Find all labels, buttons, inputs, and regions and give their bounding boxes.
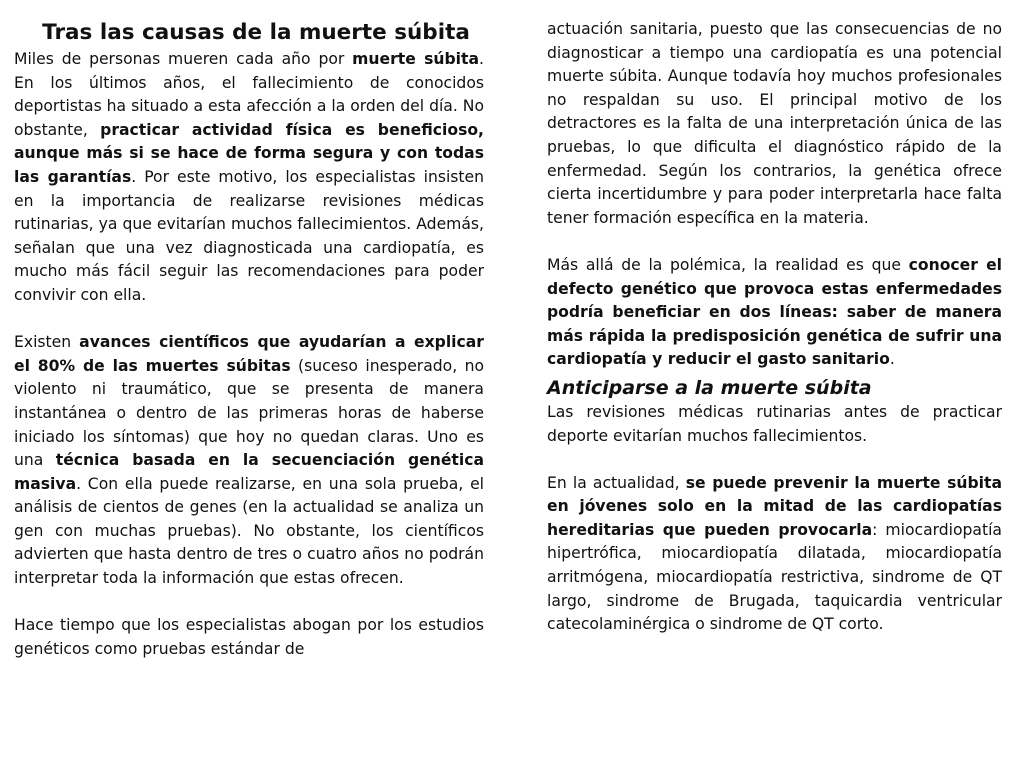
bold-run: técnica basada en la secuenciación genética masiva <box>14 451 484 493</box>
text-run: Miles de personas mueren cada año por <box>14 50 353 68</box>
right-column <box>547 18 1002 637</box>
text-run: Más allá de la polémica, la realidad es que <box>547 255 909 274</box>
left-paragraph-3 <box>14 614 484 661</box>
text-run: : miocardiopatía hipertrófica, miocardiopatía dilatada, miocardiopatía arritmógena, miocardiopatía restrictiva, sindrome de QT largo, sindrome de Brugada, taquicardia ventricular catecolaminérgica o sindrome de QT corto. <box>547 520 1002 634</box>
bold-run: conocer el defecto genético que provoca estas enfermedades podría beneficiar en dos líneas: saber de manera más rápida la predisposición genética de sufrir una cardiopatía y reducir el gasto sanitario <box>547 255 1002 369</box>
article-title: Tras las causas de la muerte súbita <box>42 20 470 45</box>
left-paragraph-2 <box>14 331 484 591</box>
right-paragraph-1 <box>547 18 1002 230</box>
text-run: . Con ella puede realizarse, en una sola prueba, el análisis de cientos de genes (en la actualidad se analiza un gen con muchas pruebas). No obstante, los científicos advierten que hasta dentro de tres o cuatro años no podrán interpretar toda la información que estas ofrecen. <box>14 474 484 588</box>
bold-run: se puede prevenir la muerte súbita en jóvenes solo en la mitad de las cardiopatías hereditarias que pueden provocarla <box>547 473 1002 539</box>
text-run: Existen <box>14 333 80 352</box>
right-paragraph-4 <box>547 472 1002 637</box>
section-subheading: Anticiparse a la muerte súbita <box>547 376 872 399</box>
text-run: actuación sanitaria, puesto que las consecuencias de no diagnosticar a tiempo una cardiopatía es una potencial muerte súbita. Aunque todavía hoy muchos profesionales no respaldan su uso. El principal motivo de los detractores es la falta de una interpretación única de las pruebas, lo que dificulta el diagnóstico rápido de la enfermedad. Según los contrarios, la genética ofrece cierta incertidumbre y para poder interpretarla hace falta tener formación específica en la materia. <box>547 20 1002 227</box>
bold-run: practicar actividad física es beneficioso, aunque más si se hace de forma segura y con todas las garantías <box>14 120 484 186</box>
text-run: Las revisiones médicas rutinarias antes de practicar deporte evitarían muchos fallecimientos. <box>547 402 1002 445</box>
text-run: . Por este motivo, los especialistas insisten en la importancia de realizarse revisiones médicas rutinarias, ya que evitarían muchos fallecimientos. Además, señalan que una vez diagnosticada una cardiopatía, es mucho más fácil seguir las recomendaciones para poder convivir con ella. <box>14 167 484 304</box>
text-run: (suceso inesperado, no violento ni traumático, que se presenta de manera instantánea o dentro de las primeras horas de haberse iniciado los síntomas) que hoy no quedan claras. Uno es una <box>14 356 484 470</box>
bold-run: muerte súbita <box>352 50 480 68</box>
right-paragraph-3 <box>547 401 1002 448</box>
text-run: Hace tiempo que los especialistas abogan por los estudios genéticos como pruebas estándar de <box>14 616 484 658</box>
text-run: . En los últimos años, el fallecimiento de conocidos deportistas ha situado a esta afección a la orden del día. No obstante, <box>14 50 484 139</box>
bold-run: avances científicos que ayudarían a explicar el 80% de las muertes súbitas <box>14 333 484 375</box>
text-run: En la actualidad, <box>547 473 686 492</box>
right-paragraph-2 <box>547 254 1002 372</box>
left-column <box>14 18 484 661</box>
left-paragraph-1 <box>14 48 484 308</box>
text-run: . <box>889 350 895 369</box>
